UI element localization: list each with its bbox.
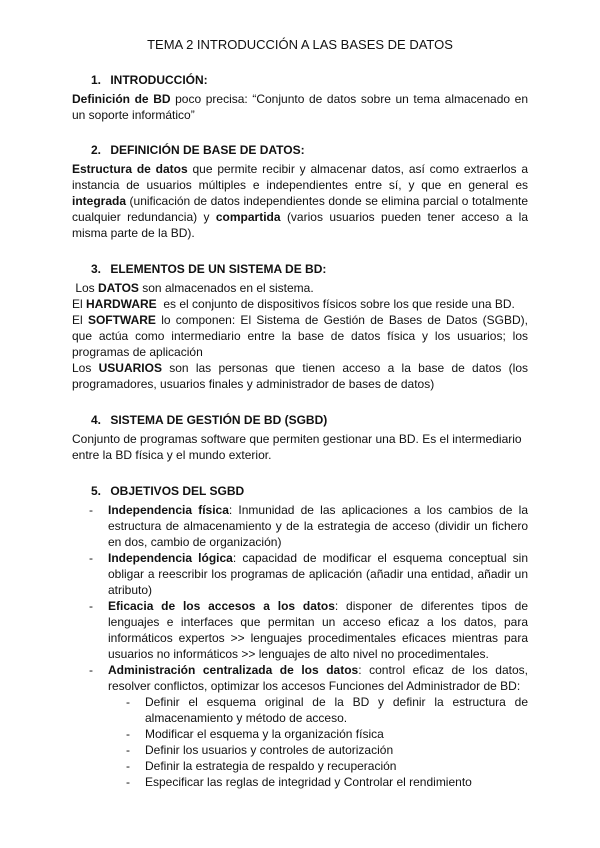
section-number: 3.: [91, 262, 102, 276]
bold-term: USUARIOS: [98, 361, 162, 375]
dash-bullet: -: [126, 695, 130, 709]
paragraph-text: (unificación de datos independientes donde se elimina parcial o totalmente cualquier redundancia) y: [72, 194, 528, 224]
text: El: [72, 313, 88, 327]
bold-term: Administración centralizada de los datos: [108, 663, 359, 677]
section-heading: [91, 484, 528, 499]
dash-bullet: -: [89, 551, 93, 565]
paragraph-text: : disponer de diferentes tipos de lenguajes e interfaces que permitan un acceso eficaz a los datos, para informáticos expertos >> lenguajes procedimentales eficaces mientras para usuarios no informáticos >> lenguajes de alto nivel no procedimentales.: [108, 599, 528, 661]
paragraph: [72, 91, 528, 123]
bold-term: Independencia física: [108, 503, 229, 517]
section-introduccion: [72, 73, 528, 123]
section-number: 5.: [91, 484, 102, 498]
dash-bullet: -: [89, 663, 93, 677]
section-elementos: [72, 262, 528, 392]
element-software: [72, 312, 528, 360]
sub-list-item-text: Definir los usuarios y controles de autorización: [145, 743, 394, 757]
paragraph-text: (varios usuarios pueden tener acceso a la misma parte de la BD).: [72, 210, 528, 240]
bold-term: integrada: [72, 194, 127, 208]
section-heading-text: SISTEMA DE GESTIÓN DE BD (SGBD): [110, 413, 328, 427]
paragraph-text: poco precisa: “Conjunto de datos sobre un tema almacenado en un soporte informático”: [72, 92, 528, 122]
bold-term: Definición de BD: [72, 92, 171, 106]
dash-bullet: -: [126, 727, 130, 741]
list-item-text: [108, 598, 528, 662]
section-heading-text: OBJETIVOS DEL SGBD: [110, 484, 245, 498]
document-title: TEMA 2 INTRODUCCIÓN A LAS BASES DE DATOS: [147, 37, 453, 52]
sub-list-item-text: Modificar el esquema y la organización física: [145, 727, 384, 741]
text: Los: [72, 281, 99, 295]
section-number: 1.: [91, 73, 102, 87]
paragraph: [72, 161, 528, 241]
list-item: [72, 598, 528, 662]
section-objetivos: [72, 484, 528, 790]
list-item-text: [108, 550, 528, 598]
section-number: 2.: [91, 143, 102, 157]
sub-list-item: [72, 726, 528, 742]
admin-functions-list: [72, 694, 528, 790]
list-item-text: [108, 502, 528, 550]
section-heading-text: DEFINICIÓN DE BASE DE DATOS:: [110, 143, 305, 157]
bold-term: DATOS: [98, 281, 139, 295]
bold-term: Estructura de datos: [72, 162, 188, 176]
paragraph-text: : Inmunidad de las aplicaciones a los cambios de la estructura de almacenamiento y de la estrategia de acceso (dividir un fichero en dos, cambio de organización): [108, 503, 528, 549]
text: El: [72, 297, 87, 311]
bold-term: Independencia lógica: [108, 551, 233, 565]
list-item: [72, 502, 528, 550]
dash-bullet: -: [126, 775, 130, 789]
paragraph: Conjunto de programas software que permiten gestionar una BD. Es el intermediario entre la BD física y el mundo exterior.: [72, 432, 522, 462]
bold-term: SOFTWARE: [87, 313, 156, 327]
paragraph-text: son las personas que tienen acceso a la base de datos (los programadores, usuarios finales y administrador de bases de datos): [72, 361, 529, 391]
bold-term: Eficacia de los accesos a los datos: [108, 599, 335, 613]
section-sgbd: [72, 413, 528, 463]
sub-list-item: [72, 694, 528, 726]
list-item: [72, 550, 528, 598]
paragraph-text: es el conjunto de dispositivos físicos sobre los que reside una BD.: [156, 297, 515, 311]
sub-list-item-text: Definir el esquema original de la BD y definir la estructura de almacenamiento y método de acceso.: [145, 695, 528, 725]
element-datos: [72, 280, 528, 296]
paragraph-text: son almacenados en el sistema.: [138, 281, 314, 295]
sub-list-item: [72, 774, 528, 790]
paragraph-text: lo componen: El Sistema de Gestión de Bases de Datos (SGBD), que actúa como intermediario entre la base de datos física y los usuarios; los programas de aplicación: [72, 313, 528, 359]
section-number: 4.: [91, 413, 102, 427]
paragraph-text: : control eficaz de los datos, resolver conflictos, optimizar los accesos Funciones del Administrador de BD:: [108, 663, 528, 693]
dash-bullet: -: [126, 759, 130, 773]
dash-bullet: -: [126, 743, 130, 757]
sub-list-item-text: Definir la estrategia de respaldo y recuperación: [145, 759, 397, 773]
paragraph-text: : capacidad de modificar el esquema conceptual sin obligar a reescribir los programas de aplicación (añadir una entidad, añadir un atributo): [108, 551, 528, 597]
section-heading-text: INTRODUCCIÓN:: [110, 73, 208, 87]
sub-list-item: [72, 742, 528, 758]
section-heading-text: ELEMENTOS DE UN SISTEMA DE BD:: [110, 262, 327, 276]
sub-list-item: [72, 758, 528, 774]
element-hardware: [72, 296, 528, 312]
bold-term: HARDWARE: [86, 297, 157, 311]
paragraph-text: que permite recibir y almacenar datos, así como extraerlos a instancia de usuarios múltiples e independientes entre sí, y que en general es: [72, 162, 528, 192]
sub-list-item-text: Especificar las reglas de integridad y Controlar el rendimiento: [145, 775, 472, 789]
objectives-list: [72, 502, 528, 694]
element-usuarios: [72, 360, 528, 392]
bold-term: compartida: [215, 210, 281, 224]
list-item-text: [108, 662, 528, 694]
list-item: [72, 662, 528, 694]
dash-bullet: -: [89, 503, 93, 517]
section-heading: [91, 143, 528, 158]
dash-bullet: -: [89, 599, 93, 613]
section-heading: [91, 73, 528, 88]
section-heading: [91, 262, 528, 277]
section-heading: [91, 413, 528, 428]
text: Los: [72, 361, 99, 375]
section-definicion: [72, 143, 528, 241]
